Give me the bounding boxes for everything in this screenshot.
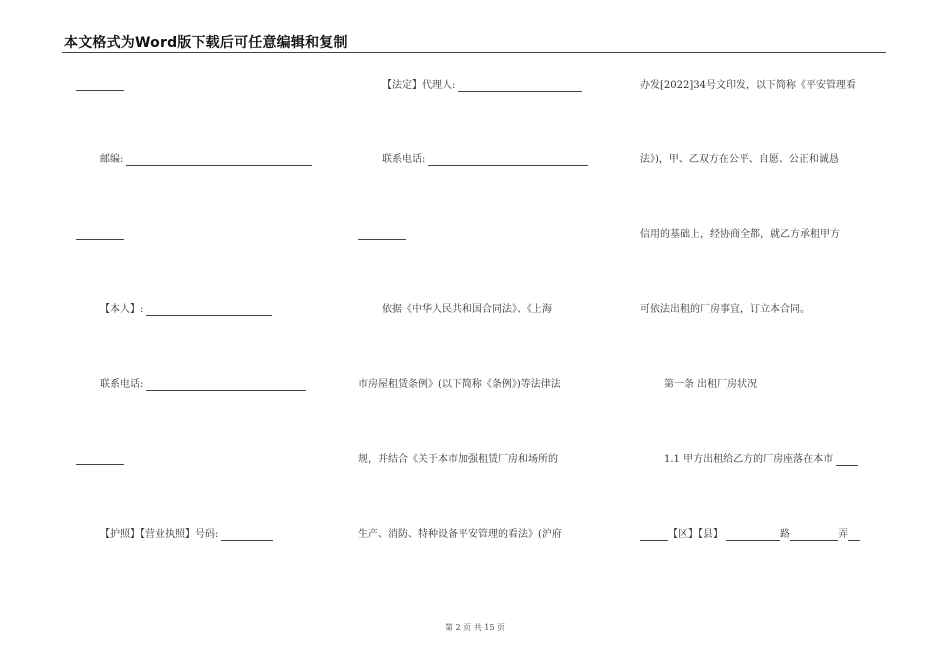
- passport-line: [100, 529, 273, 541]
- phone-line: [100, 379, 306, 391]
- paragraph-line: 规，并结合《关于本市加强租赁厂房和场所的: [358, 454, 558, 465]
- person-label: 【本人】:: [100, 304, 144, 315]
- address-line: [640, 529, 860, 541]
- page-number: 第 2 页 共 15 页: [445, 623, 505, 632]
- phone-label: 联系电话:: [100, 379, 144, 390]
- paragraph-line: 信用的基础上，经协商全都，就乙方承租甲方: [640, 229, 840, 240]
- blank-line: [76, 464, 124, 465]
- person-line: [100, 304, 272, 316]
- passport-label: 【护照】【营业执照】号码:: [100, 529, 219, 540]
- phone-blank-2: [428, 155, 588, 166]
- paragraph-line: 生产、消防、特种设备平安管理的看法》(沪府: [358, 529, 562, 540]
- paragraph-line: 依据《中华人民共和国合同法》、《上海: [382, 304, 552, 315]
- phone-label-2: 联系电话:: [382, 154, 426, 165]
- paragraph-line: 法》)，甲、乙双方在公平、自愿、公正和诚恳: [640, 154, 839, 165]
- road-blank: [726, 530, 780, 541]
- phone-blank: [146, 380, 306, 391]
- agent-blank: [458, 81, 582, 92]
- county-label: 【县】: [698, 529, 723, 540]
- document-header-title: 本文格式为Word版下载后可任意编辑和复制: [64, 35, 348, 51]
- road-label: 路: [780, 529, 790, 540]
- header-divider: [62, 52, 886, 53]
- district-label: 【区】: [668, 529, 698, 540]
- lane-trailing-blank: [848, 530, 860, 541]
- district-blank: [640, 530, 668, 541]
- paragraph-line: 市房屋租赁条例》(以下简称《条例》)等法律法: [358, 379, 561, 390]
- blank-line: [358, 239, 406, 240]
- agent-label: 【法定】代理人:: [382, 80, 456, 91]
- agent-line: [382, 80, 582, 92]
- postcode-label: 邮编:: [100, 154, 124, 165]
- lane-blank: [790, 530, 838, 541]
- paragraph-line: 办发[2022]34号文印发，以下简称《平安管理看: [640, 80, 856, 91]
- phone-line-2: [382, 154, 588, 166]
- postcode-line: [100, 154, 312, 166]
- person-blank: [146, 305, 272, 316]
- postcode-blank: [126, 155, 312, 166]
- article-heading: 第一条 出租厂房状况: [664, 379, 758, 390]
- location-blank: [836, 455, 858, 466]
- passport-blank: [221, 530, 273, 541]
- paragraph-line: 可依法出租的厂房事宜，订立本合同。: [640, 304, 810, 315]
- lane-label: 弄: [838, 529, 848, 540]
- clause-text: 1.1 甲方出租给乙方的厂房座落在本市: [664, 454, 834, 465]
- blank-line: [76, 239, 124, 240]
- blank-line: [76, 90, 124, 91]
- clause-line: [664, 454, 858, 466]
